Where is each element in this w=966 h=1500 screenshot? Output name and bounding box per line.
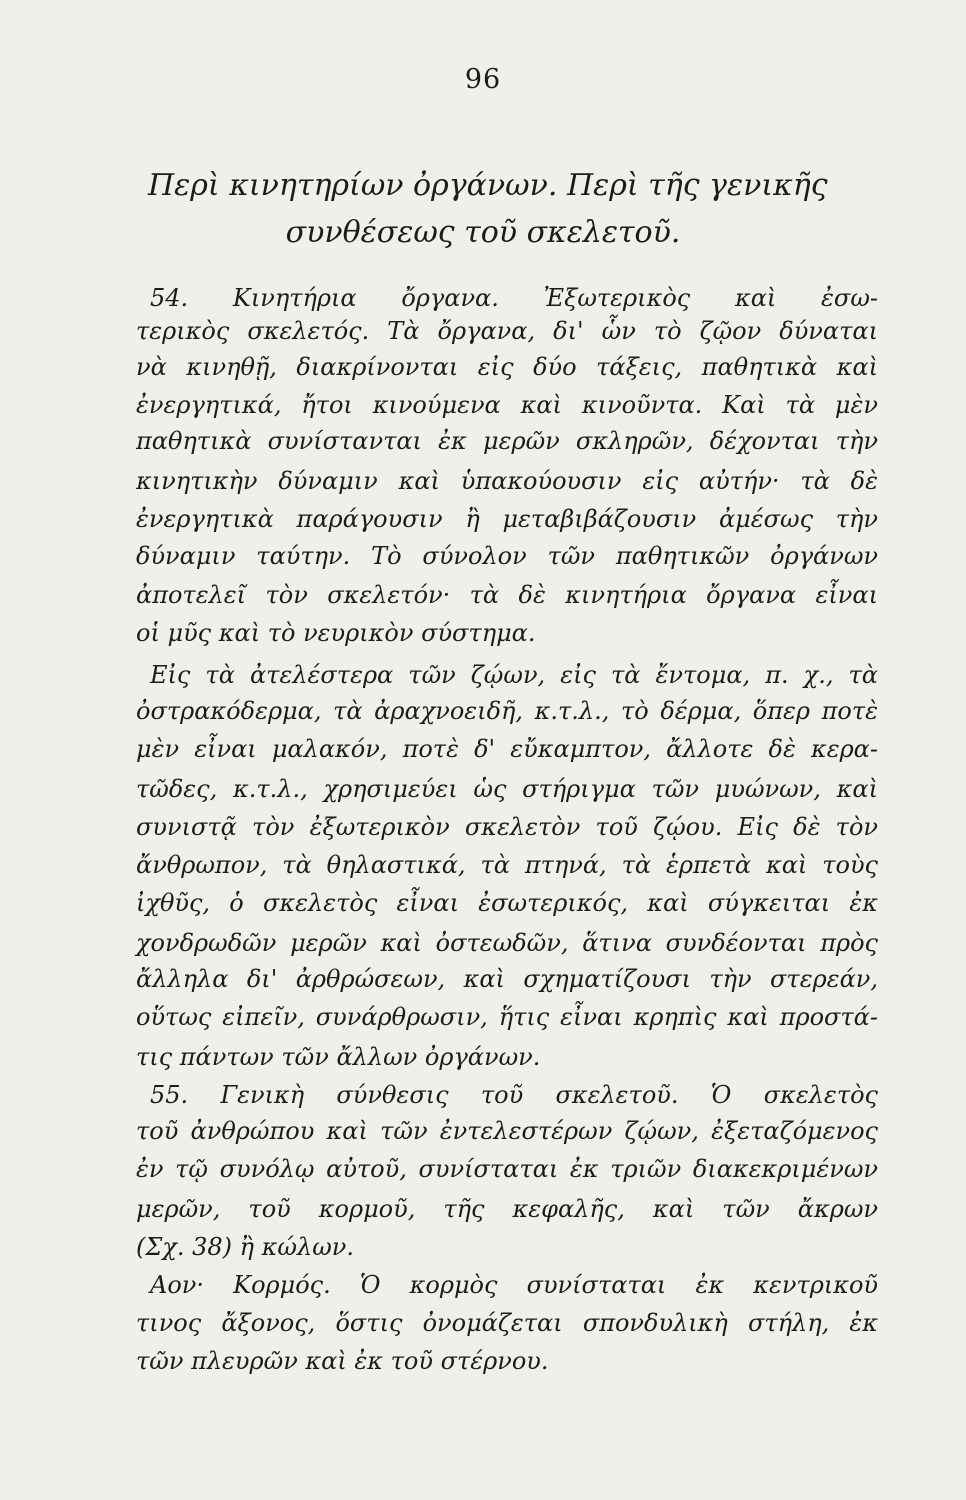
body-line: ἀποτελεῖ τὸν σκελετόν· τὰ δὲ κινητήρια ὄργανα εἶναι	[136, 581, 878, 609]
body-line: ἄλληλα δι' ἀρθρώσεων, καὶ σχηματίζουσι τὴν στερεάν,	[136, 965, 878, 993]
body-line: ἄνθρωπον, τὰ θηλαστικά, τὰ πτηνά, τὰ ἑρπετὰ καὶ τοὺς	[136, 851, 878, 879]
chapter-title-line-1: Περὶ κινητηρίων ὀργάνων. Περὶ τῆς γενικῆς	[148, 168, 828, 203]
paragraph-55-heading-line: 55. Γενικὴ σύνθεσις τοῦ σκελετοῦ. Ὁ σκελετὸς	[150, 1081, 878, 1109]
body-line: οἱ μῦς καὶ τὸ νευρικὸν σύστημα.	[136, 619, 536, 647]
body-line: ἰχθῦς, ὁ σκελετὸς εἶναι ἐσωτερικός, καὶ σύγκειται ἐκ	[136, 889, 878, 917]
section-a-heading-line: Αον· Κορμός. Ὁ κορμὸς συνίσταται ἐκ κεντρικοῦ	[150, 1271, 878, 1299]
body-line: μὲν εἶναι μαλακόν, ποτὲ δ' εὔκαμπτον, ἄλλοτε δὲ κερα-	[136, 735, 878, 763]
body-line: ἐνεργητικὰ παράγουσιν ἢ μεταβιβάζουσιν ἀμέσως τὴν	[136, 505, 878, 533]
paragraph-54-heading-line: 54. Κινητήρια ὄργανα. Ἐξωτερικὸς καὶ ἐσω-	[150, 284, 878, 312]
body-line: συνιστᾷ τὸν ἐξωτερικὸν σκελετὸν τοῦ ζῴου. Εἰς δὲ τὸν	[136, 813, 878, 841]
body-line: ἐνεργητικά, ἤτοι κινούμενα καὶ κινοῦντα. Καὶ τὰ μὲν	[136, 391, 878, 419]
page-number: 96	[464, 64, 502, 95]
body-line: τερικὸς σκελετός. Τὰ ὄργανα, δι' ὧν τὸ ζῷον δύναται	[136, 317, 878, 345]
body-line: παθητικὰ συνίστανται ἐκ μερῶν σκληρῶν, δέχονται τὴν	[136, 427, 878, 455]
paragraph-start-line: Εἰς τὰ ἀτελέστερα τῶν ζῴων, εἰς τὰ ἔντομα, π. χ., τὰ	[150, 661, 878, 689]
body-line: τῶν πλευρῶν καὶ ἐκ τοῦ στέρνου.	[136, 1347, 549, 1375]
body-line: μερῶν, τοῦ κορμοῦ, τῆς κεφαλῆς, καὶ τῶν ἄκρων	[136, 1195, 878, 1223]
body-line: δύναμιν ταύτην. Τὸ σύνολον τῶν παθητικῶν ὀργάνων	[136, 542, 878, 570]
body-line: ὀστρακόδερμα, τὰ ἀραχνοειδῆ, κ.τ.λ., τὸ δέρμα, ὅπερ ποτὲ	[136, 697, 878, 725]
body-line: τοῦ ἀνθρώπου καὶ τῶν ἐντελεστέρων ζῴων, ἐξεταζόμενος	[136, 1117, 878, 1145]
body-line: τῶδες, κ.τ.λ., χρησιμεύει ὡς στήριγμα τῶν μυώνων, καὶ	[136, 775, 878, 803]
chapter-title-line-2: συνθέσεως τοῦ σκελετοῦ.	[285, 215, 681, 250]
body-line: χονδρωδῶν μερῶν καὶ ὀστεωδῶν, ἅτινα συνδέονται πρὸς	[136, 929, 878, 957]
body-line: νὰ κινηθῇ, διακρίνονται εἰς δύο τάξεις, παθητικὰ καὶ	[136, 353, 878, 381]
body-line: τις πάντων τῶν ἄλλων ὀργάνων.	[136, 1043, 541, 1071]
body-line: κινητικὴν δύναμιν καὶ ὑπακούουσιν εἰς αὐτήν· τὰ δὲ	[136, 467, 878, 495]
body-line: τινος ἄξονος, ὅστις ὀνομάζεται σπονδυλικὴ στήλη, ἐκ	[136, 1309, 878, 1337]
body-line: ἐν τῷ συνόλῳ αὐτοῦ, συνίσταται ἐκ τριῶν διακεκριμένων	[136, 1155, 878, 1183]
body-line: οὕτως εἰπεῖν, συνάρθρωσιν, ἥτις εἶναι κρηπὶς καὶ προστά-	[136, 1003, 878, 1031]
body-line: (Σχ. 38) ἢ κώλων.	[136, 1233, 354, 1261]
